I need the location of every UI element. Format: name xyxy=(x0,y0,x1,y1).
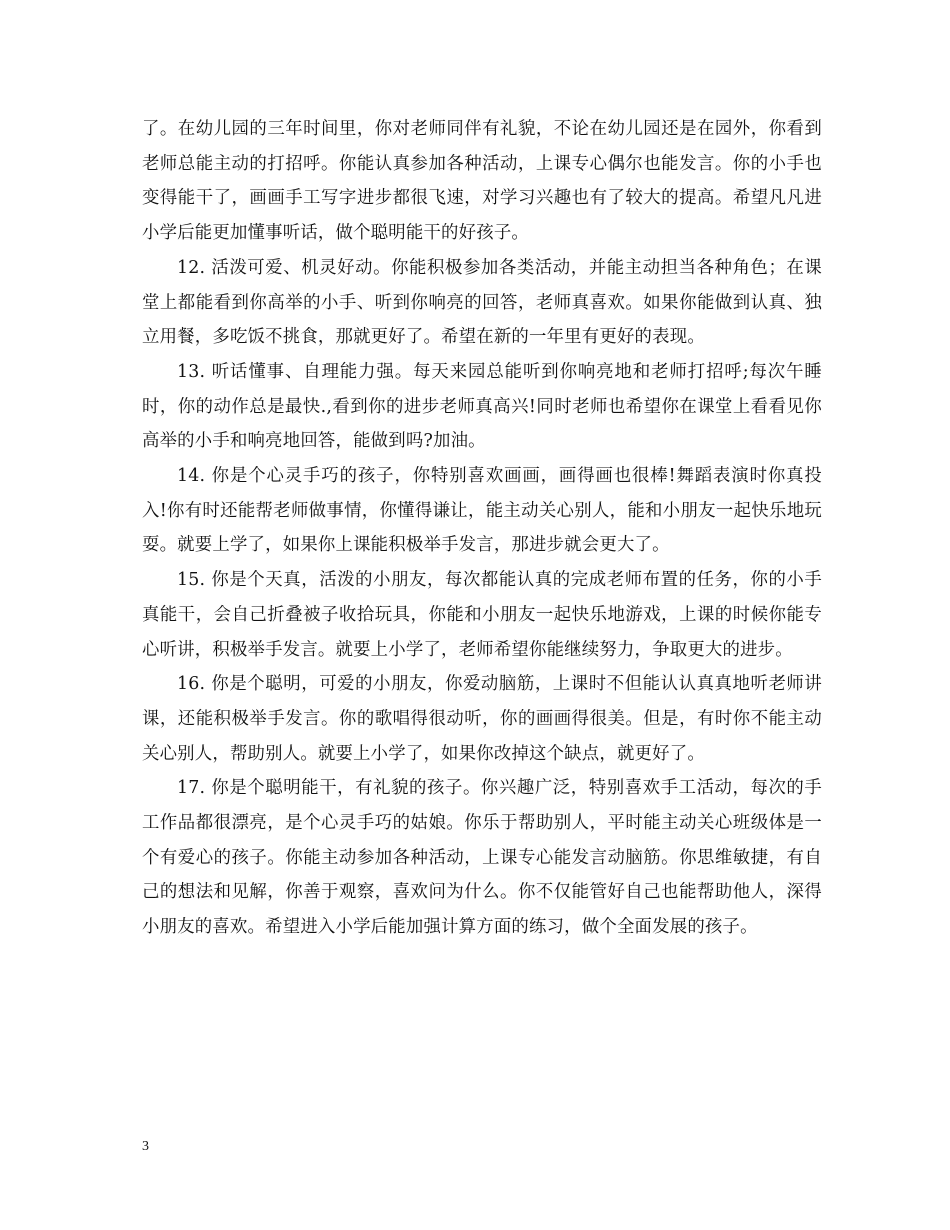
paragraph-17: 17. 你是个聪明能干，有礼貌的孩子。你兴趣广泛，特别喜欢手工活动，每次的手工作品都很漂亮，是个心灵手巧的姑娘。你乐于帮助别人，平时能主动关心班级体是一个有爱心的孩子。你能主动参加各种活动，上课专心能发言动脑筋。你思维敏捷，有自己的想法和见解，你善于观察，喜欢问为什么。你不仅能管好自己也能帮助他人，深得小朋友的喜欢。希望进入小学后能加强计算方面的练习，做个全面发展的孩子。 xyxy=(142,778,822,938)
paragraph-13: 13. 听话懂事、自理能力强。每天来园总能听到你响亮地和老师打招呼;每次午睡时，你的动作总是最快.,看到你的进步老师真高兴!同时老师也希望你在课堂上看看见你高举的小手和响亮地回答，能做到吗?加油。 xyxy=(142,361,822,452)
paragraph-11-continued: 了。在幼儿园的三年时间里，你对老师同伴有礼貌，不论在幼儿园还是在园外，你看到老师总能主动的打招呼。你能认真参加各种活动，上课专心偶尔也能发言。你的小手也变得能干了，画画手工写字进步都很飞速，对学习兴趣也有了较大的提高。希望凡凡进小学后能更加懂事听话，做个聪明能干的好孩子。 xyxy=(142,119,822,244)
page-number: 3 xyxy=(142,1139,149,1154)
document-body xyxy=(142,112,822,945)
paragraph-12: 12. 活泼可爱、机灵好动。你能积极参加各类活动，并能主动担当各种角色；在课堂上都能看到你高举的小手、听到你响亮的回答，老师真喜欢。如果你能做到认真、独立用餐，多吃饭不挑食，那就更好了。希望在新的一年里有更好的表现。 xyxy=(142,257,822,348)
paragraph-14: 14. 你是个心灵手巧的孩子，你特别喜欢画画，画得画也很棒!舞蹈表演时你真投入!你有时还能帮老师做事情，你懂得谦让，能主动关心别人，能和小朋友一起快乐地玩耍。就要上学了，如果你上课能积极举手发言，那进步就会更大了。 xyxy=(142,466,822,556)
paragraph-16: 16. 你是个聪明，可爱的小朋友，你爱动脑筋，上课时不但能认认真真地听老师讲课，还能积极举手发言。你的歌唱得很动听，你的画画得很美。但是，有时你不能主动关心别人，帮助别人。就要上小学了，如果你改掉这个缺点，就更好了。 xyxy=(142,674,822,764)
paragraph-15: 15. 你是个天真，活泼的小朋友，每次都能认真的完成老师布置的任务，你的小手真能干，会自己折叠被子收拾玩具，你能和小朋友一起快乐地游戏，上课的时候你能专心听讲，积极举手发言。就要上小学了，老师希望你能继续努力，争取更大的进步。 xyxy=(142,570,822,660)
